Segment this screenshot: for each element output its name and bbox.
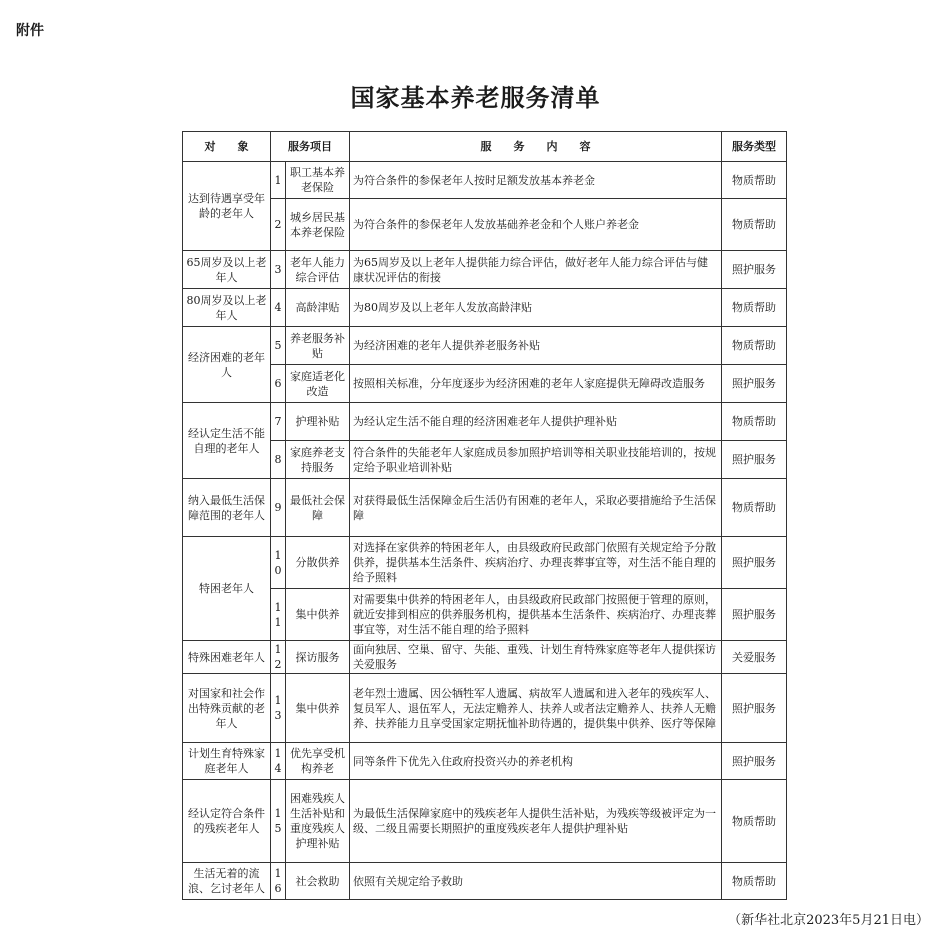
table-row: [183, 589, 787, 641]
service-content-cell: 为符合条件的参保老年人发放基础养老金和个人账户养老金: [350, 199, 722, 251]
row-number: 8: [271, 441, 286, 479]
service-item-cell: 最低社会保障: [286, 479, 350, 537]
service-item-cell: 集中供养: [286, 589, 350, 641]
service-content-cell: 符合条件的失能老年人家庭成员参加照护培训等相关职业技能培训的，按规定给予职业培训补贴: [350, 441, 722, 479]
row-number: 12: [271, 641, 286, 674]
service-content-cell: 对需要集中供养的特困老年人，由县级政府民政部门按照便于管理的原则，就近安排到相应的供养服务机构，提供基本生活条件、疾病治疗、办理丧葬事宜等，对生活不能自理的给予照料: [350, 589, 722, 641]
source-footer: （新华社北京2023年5月21日电）: [728, 913, 929, 928]
service-type-cell: 照护服务: [722, 537, 787, 589]
object-cell: 80周岁及以上老年人: [183, 289, 271, 327]
row-number: 2: [271, 199, 286, 251]
table-body: [183, 162, 787, 900]
row-number: 13: [271, 674, 286, 743]
service-content-cell: 为经济困难的老年人提供养老服务补贴: [350, 327, 722, 365]
attachment-label: 附件: [16, 23, 44, 39]
service-type-cell: 物质帮助: [722, 327, 787, 365]
row-number: 14: [271, 743, 286, 780]
row-number: 7: [271, 403, 286, 441]
service-content-cell: 面向独居、空巢、留守、失能、重残、计划生育特殊家庭等老年人提供探访关爱服务: [350, 641, 722, 674]
object-cell: 经认定符合条件的残疾老年人: [183, 780, 271, 863]
service-item-cell: 集中供养: [286, 674, 350, 743]
table-row: [183, 479, 787, 537]
service-list-table: [182, 131, 787, 900]
service-content-cell: 老年烈士遗属、因公牺牲军人遗属、病故军人遗属和进入老年的残疾军人、复员军人、退伍军人，无法定赡养人、扶养人或者法定赡养人、扶养人无赡养、扶养能力且享受国家定期抚恤补助待遇的，提供集中供养、医疗等保障: [350, 674, 722, 743]
object-cell: 对国家和社会作出特殊贡献的老年人: [183, 674, 271, 743]
service-content-cell: 为80周岁及以上老年人发放高龄津贴: [350, 289, 722, 327]
object-cell: 65周岁及以上老年人: [183, 251, 271, 289]
service-content-cell: 为65周岁及以上老年人提供能力综合评估，做好老年人能力综合评估与健康状况评估的衔接: [350, 251, 722, 289]
object-cell: 经认定生活不能自理的老年人: [183, 403, 271, 479]
service-type-cell: 物质帮助: [722, 403, 787, 441]
header-object: 对 象: [183, 132, 271, 162]
service-type-cell: 照护服务: [722, 251, 787, 289]
service-item-cell: 困难残疾人生活补贴和重度残疾人护理补贴: [286, 780, 350, 863]
page-title: 国家基本养老服务清单: [350, 84, 601, 112]
service-item-cell: 护理补贴: [286, 403, 350, 441]
service-content-cell: 依照有关规定给予救助: [350, 863, 722, 900]
service-item-cell: 养老服务补贴: [286, 327, 350, 365]
service-type-cell: 照护服务: [722, 589, 787, 641]
service-item-cell: 家庭养老支持服务: [286, 441, 350, 479]
object-cell: 特困老年人: [183, 537, 271, 641]
object-cell: 特殊困难老年人: [183, 641, 271, 674]
row-number: 1: [271, 162, 286, 199]
object-cell: 纳入最低生活保障范围的老年人: [183, 479, 271, 537]
service-item-cell: 分散供养: [286, 537, 350, 589]
service-item-cell: 职工基本养老保险: [286, 162, 350, 199]
table-row: [183, 251, 787, 289]
service-type-cell: 物质帮助: [722, 162, 787, 199]
service-content-cell: 为最低生活保障家庭中的残疾老年人提供生活补贴，为残疾等级被评定为一级、二级且需要长期照护的重度残疾老年人提供护理补贴: [350, 780, 722, 863]
service-content-cell: 对选择在家供养的特困老年人，由县级政府民政部门依照有关规定给予分散供养，提供基本生活条件、疾病治疗、办理丧葬事宜等，对生活不能自理的给予照料: [350, 537, 722, 589]
table-row: [183, 162, 787, 199]
service-item-cell: 老年人能力综合评估: [286, 251, 350, 289]
header-item: 服务项目: [271, 132, 350, 162]
table-row: [183, 365, 787, 403]
table-row: [183, 863, 787, 900]
table-row: [183, 327, 787, 365]
table-row: [183, 674, 787, 743]
service-type-cell: 照护服务: [722, 365, 787, 403]
table-row: [183, 743, 787, 780]
table-header-row: [183, 132, 787, 162]
row-number: 15: [271, 780, 286, 863]
service-content-cell: 按照相关标准，分年度逐步为经济困难的老年人家庭提供无障碍改造服务: [350, 365, 722, 403]
row-number: 9: [271, 479, 286, 537]
table-row: [183, 780, 787, 863]
row-number: 6: [271, 365, 286, 403]
service-type-cell: 物质帮助: [722, 199, 787, 251]
service-content-cell: 为经认定生活不能自理的经济困难老年人提供护理补贴: [350, 403, 722, 441]
service-content-cell: 对获得最低生活保障金后生活仍有困难的老年人，采取必要措施给予生活保障: [350, 479, 722, 537]
service-item-cell: 探访服务: [286, 641, 350, 674]
table-row: [183, 537, 787, 589]
row-number: 10: [271, 537, 286, 589]
service-content-cell: 为符合条件的参保老年人按时足额发放基本养老金: [350, 162, 722, 199]
table-row: [183, 199, 787, 251]
service-type-cell: 照护服务: [722, 441, 787, 479]
service-item-cell: 优先享受机构养老: [286, 743, 350, 780]
service-type-cell: 物质帮助: [722, 780, 787, 863]
row-number: 16: [271, 863, 286, 900]
header-content: 服 务 内 容: [350, 132, 722, 162]
service-item-cell: 社会救助: [286, 863, 350, 900]
object-cell: 计划生育特殊家庭老年人: [183, 743, 271, 780]
object-cell: 生活无着的流浪、乞讨老年人: [183, 863, 271, 900]
service-type-cell: 物质帮助: [722, 863, 787, 900]
row-number: 5: [271, 327, 286, 365]
service-type-cell: 照护服务: [722, 674, 787, 743]
table-row: [183, 289, 787, 327]
header-type: 服务类型: [722, 132, 787, 162]
service-type-cell: 物质帮助: [722, 479, 787, 537]
service-item-cell: 城乡居民基本养老保险: [286, 199, 350, 251]
object-cell: 达到待遇享受年龄的老年人: [183, 162, 271, 251]
row-number: 11: [271, 589, 286, 641]
service-item-cell: 家庭适老化改造: [286, 365, 350, 403]
table-row: [183, 441, 787, 479]
service-type-cell: 关爱服务: [722, 641, 787, 674]
service-type-cell: 物质帮助: [722, 289, 787, 327]
table-row: [183, 641, 787, 674]
row-number: 4: [271, 289, 286, 327]
object-cell: 经济困难的老年人: [183, 327, 271, 403]
row-number: 3: [271, 251, 286, 289]
service-item-cell: 高龄津贴: [286, 289, 350, 327]
service-type-cell: 照护服务: [722, 743, 787, 780]
table-row: [183, 403, 787, 441]
service-content-cell: 同等条件下优先入住政府投资兴办的养老机构: [350, 743, 722, 780]
